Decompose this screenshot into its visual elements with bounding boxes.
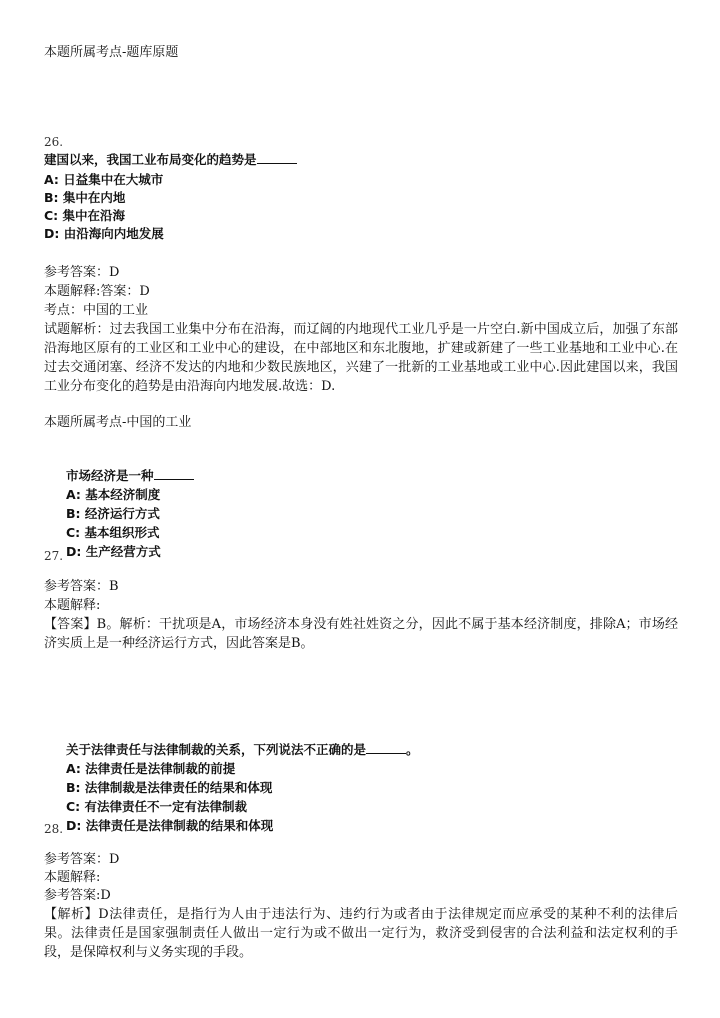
q28-number: 28. (44, 822, 64, 836)
q27-option-a: A: 基本经济制度 (66, 487, 161, 502)
q28-option-b: B: 法律制裁是法律责任的结果和体现 (66, 780, 273, 795)
q26-exam-point: 本题所属考点-中国的工业 (44, 415, 192, 430)
q28-explain-head: 本题解释: (44, 870, 101, 885)
q28-answer: 参考答案：D (44, 852, 120, 867)
q28-stem-text: 关于法律责任与法律制裁的关系，下列说法不正确的是 (66, 742, 367, 757)
q27-stem (66, 467, 194, 485)
top-exam-point: 本题所属考点-题库原题 (44, 45, 179, 60)
q26-stem (44, 151, 297, 169)
q26-analysis: 试题解析：过去我国工业集中分布在沿海，而辽阔的内地现代工业几乎是一片空白.新中国成立后，加强了东部沿海地区原有的工业区和工业中心的建设，在中部地区和东北腹地，扩建或新建了一些工业基地和工业中心.在过去交通闭塞、经济不发达的内地和少数民族地区，兴建了一批新的工业基地或工业中心.因此建国以来，我国工业分布变化的趋势是由沿海向内地发展.故选：D. (44, 322, 678, 394)
q27-explain-head: 本题解释: (44, 598, 101, 613)
q26-stem-text: 建国以来，我国工业布局变化的趋势是 (44, 152, 257, 167)
q27-answer: 参考答案：B (44, 579, 119, 594)
q27-option-d: D: 生产经营方式 (66, 544, 161, 559)
q27-stem-text: 市场经济是一种 (66, 468, 154, 483)
q27-option-b: B: 经济运行方式 (66, 506, 160, 521)
q26-number: 26. (44, 135, 64, 149)
q28-stem-end: 。 (406, 742, 419, 757)
q28-analysis: 【解析】D法律责任，是指行为人由于违法行为、违约行为或者由于法律规定而应承受的某种不利的法律后果。法律责任是国家强制责任人做出一定行为或不做出一定行为，救济受到侵害的合法利益和法定权利的手段，是保障权利与义务实现的手段。 (44, 907, 678, 960)
q28-option-d: D: 法律责任是法律制裁的结果和体现 (66, 818, 274, 833)
q26-option-b: B: 集中在内地 (44, 190, 126, 205)
answer-blank (257, 151, 297, 164)
answer-blank (366, 741, 406, 754)
q27-analysis: 【答案】B。解析：干扰项是A，市场经济本身没有姓社姓资之分，因此不属于基本经济制度，排除A；市场经济实质上是一种经济运行方式，因此答案是B。 (44, 617, 678, 651)
q26-option-c: C: 集中在沿海 (44, 208, 126, 223)
q26-answer: 参考答案：D (44, 265, 120, 280)
q26-option-a: A: 日益集中在大城市 (44, 172, 164, 187)
q27-option-c: C: 基本组织形式 (66, 525, 160, 540)
q28-answer-repeat: 参考答案:D (44, 888, 111, 903)
q28-option-c: C: 有法律责任不一定有法律制裁 (66, 799, 248, 814)
q26-option-d: D: 由沿海向内地发展 (44, 226, 164, 241)
q28-option-a: A: 法律责任是法律制裁的前提 (66, 761, 236, 776)
q26-kaodian: 考点：中国的工业 (44, 303, 149, 318)
q26-explain-head: 本题解释:答案：D (44, 284, 150, 299)
q27-number: 27. (44, 549, 64, 563)
q28-stem (66, 741, 419, 759)
answer-blank (154, 467, 194, 480)
